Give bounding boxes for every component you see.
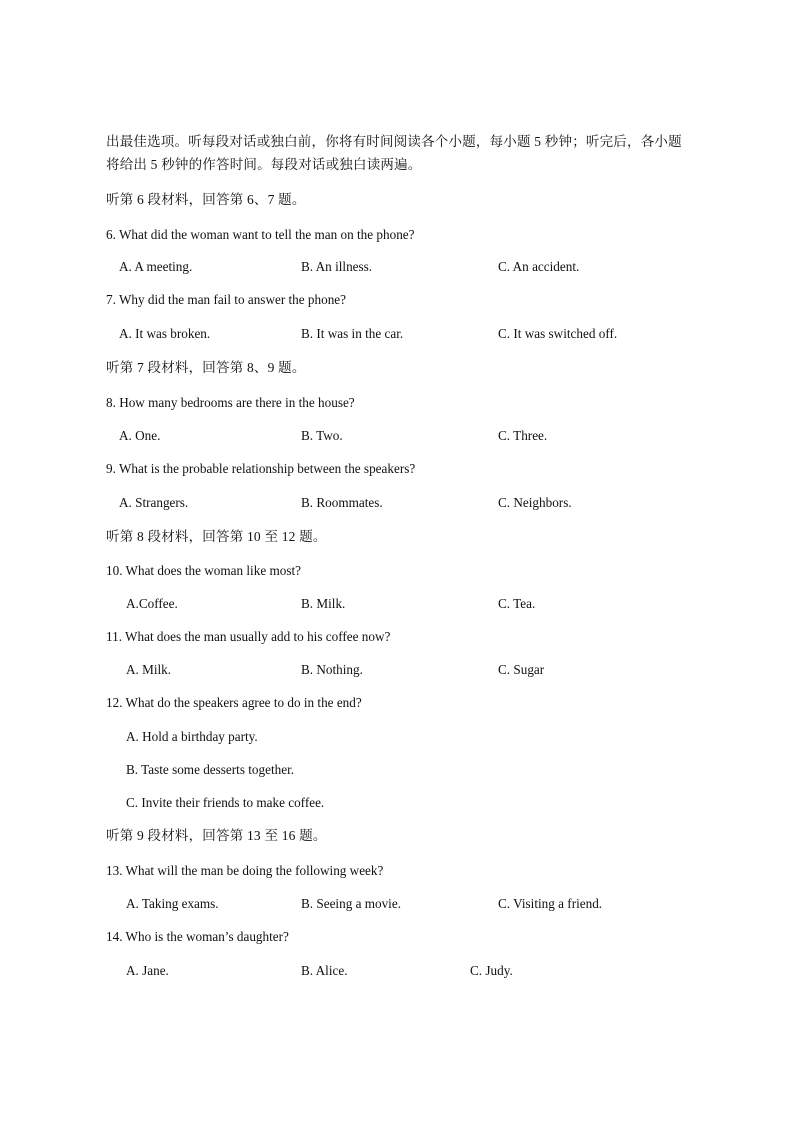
question-8: 8. How many bedrooms are there in the house? — [106, 395, 355, 410]
q14-option-c: C. Judy. — [470, 963, 513, 978]
question-14: 14. Who is the woman’s daughter? — [106, 929, 289, 944]
q7-option-c: C. It was switched off. — [498, 326, 618, 341]
q12-option-a: A. Hold a birthday party. — [126, 729, 258, 744]
q11-option-b: B. Nothing. — [301, 662, 363, 677]
section-heading-7: 听第 7 段材料，回答第 8、9 题。 — [106, 360, 306, 375]
q8-option-c: C. Three. — [498, 428, 548, 443]
question-12: 12. What do the speakers agree to do in the end? — [106, 695, 362, 710]
q6-option-c: C. An accident. — [498, 259, 580, 274]
instructions-line-1: 出最佳选项。听每段对话或独白前，你将有时间阅读各个小题，每小题 5 秒钟；听完后，各小题 — [106, 134, 682, 149]
q11-option-c: C. Sugar — [498, 662, 545, 677]
q10-option-c: C. Tea. — [498, 596, 536, 611]
section-heading-6: 听第 6 段材料，回答第 6、7 题。 — [106, 192, 306, 207]
q6-option-b: B. An illness. — [301, 259, 373, 274]
q8-option-b: B. Two. — [301, 428, 343, 443]
q13-option-b: B. Seeing a movie. — [301, 896, 401, 911]
q13-option-a: A. Taking exams. — [126, 896, 219, 911]
q13-option-c: C. Visiting a friend. — [498, 896, 603, 911]
q7-option-a: A. It was broken. — [119, 326, 211, 341]
q10-option-a: A.Coffee. — [126, 596, 178, 611]
question-13: 13. What will the man be doing the following week? — [106, 863, 384, 878]
question-6: 6. What did the woman want to tell the man on the phone? — [106, 227, 415, 242]
q12-option-c: C. Invite their friends to make coffee. — [126, 795, 325, 810]
q8-option-a: A. One. — [119, 428, 161, 443]
q14-option-a: A. Jane. — [126, 963, 169, 978]
q11-option-a: A. Milk. — [126, 662, 172, 677]
question-9: 9. What is the probable relationship between the speakers? — [106, 461, 416, 476]
q6-option-a: A. A meeting. — [119, 259, 193, 274]
instructions-line-2: 将给出 5 秒钟的作答时间。每段对话或独白读两遍。 — [106, 157, 422, 172]
question-7: 7. Why did the man fail to answer the phone? — [106, 292, 346, 307]
q9-option-c: C. Neighbors. — [498, 495, 572, 510]
q10-option-b: B. Milk. — [301, 596, 346, 611]
q14-option-b: B. Alice. — [301, 963, 348, 978]
question-11: 11. What does the man usually add to his coffee now? — [106, 629, 391, 644]
q9-option-b: B. Roommates. — [301, 495, 383, 510]
section-heading-9: 听第 9 段材料，回答第 13 至 16 题。 — [106, 828, 327, 843]
q12-option-b: B. Taste some desserts together. — [126, 762, 295, 777]
section-heading-8: 听第 8 段材料，回答第 10 至 12 题。 — [106, 529, 327, 544]
q9-option-a: A. Strangers. — [119, 495, 189, 510]
q7-option-b: B. It was in the car. — [301, 326, 404, 341]
question-10: 10. What does the woman like most? — [106, 563, 301, 578]
